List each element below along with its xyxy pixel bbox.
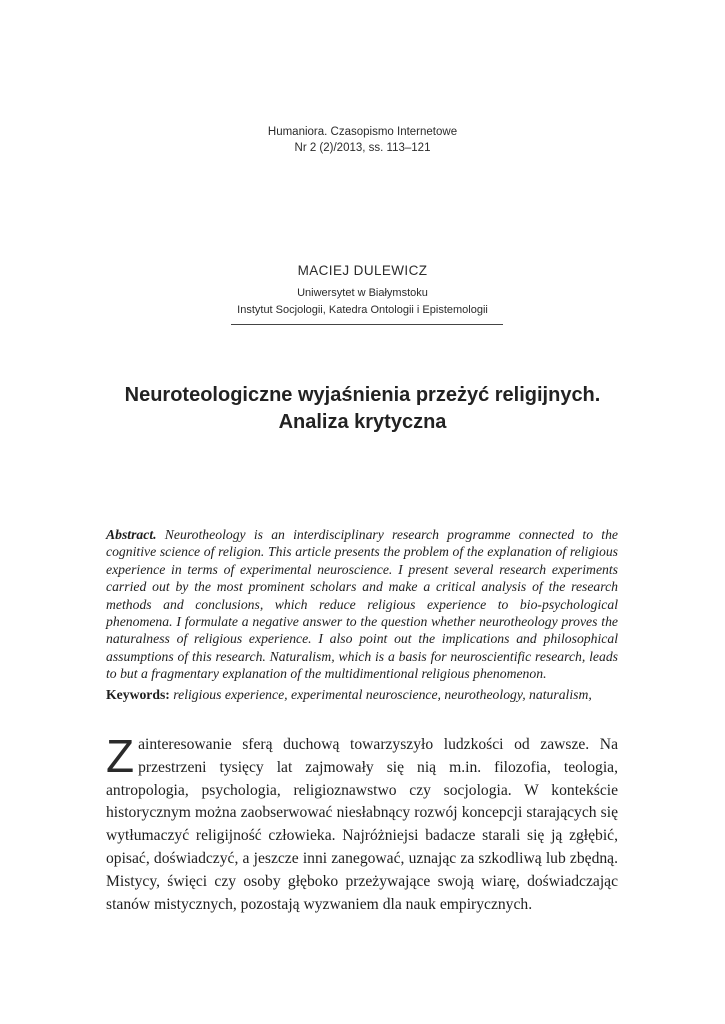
body-text: ainteresowanie sferą duchową towarzyszyło ludzkości od zawsze. Na przestrzeni tysięcy lat zajmowały się nią m.in. filozofia, teologia, antropologia, psychologia, religioznawstwo czy socjologia. W kontekście historycznym można zaobserwować niesłabnący rozwój koncepcji starających się wytłumaczyć religijność człowieka. Najróżniejsi badacze starali się ją zgłębić, opisać, doświadczyć, a jeszcze inni zanegować, uznając za szkodliwą lub zbędną. Mistycy, święci czy osoby głęboko przeżywające swoją wiarę, doświadczając stanów mistycznych, pozostają wyzwaniem dla nauk empirycznych. <box>106 736 618 913</box>
body-paragraph <box>106 730 618 916</box>
author-divider <box>231 324 503 325</box>
abstract-label: Abstract. <box>106 527 157 542</box>
abstract <box>106 526 618 683</box>
keywords-label: Keywords: <box>106 687 170 702</box>
drop-cap: Z <box>106 730 135 782</box>
keywords <box>106 686 636 703</box>
abstract-text: Neurotheology is an interdisciplinary research programme connected to the cognitive science of religion. This article presents the problem of the explanation of religious experience in terms of experimental neuroscience. I present several research experiments carried out by the most prominent scholars and make a critical analysis of the research methods and conclusions, which reduce religious experience to bio-psychological phenomena. I formulate a negative answer to the question whether neurotheology proves the naturalness of religious experience. I also point out the implications and philosophical assumptions of this research. Naturalism, which is a basis for neuroscientific research, leads to but a fragmentary explanation of the multidimentional religious phenomenon. <box>106 527 618 682</box>
author-block <box>0 262 725 319</box>
article-title <box>0 382 725 436</box>
title-line-1: Neuroteologiczne wyjaśnienia przeżyć religijnych. <box>124 384 601 406</box>
author-university: Uniwersytet w Białymstoku <box>297 287 428 299</box>
journal-issue: Nr 2 (2)/2013, ss. 113–121 <box>294 142 431 154</box>
author-name: MACIEJ DULEWICZ <box>297 263 428 278</box>
keywords-list: religious experience, experimental neuroscience, neurotheology, naturalism, <box>169 687 592 702</box>
journal-title: Humaniora. Czasopismo Internetowe <box>267 126 458 138</box>
journal-header <box>0 124 725 156</box>
author-department: Instytut Socjologii, Katedra Ontologii i Epistemologii <box>237 304 488 316</box>
title-line-2: Analiza krytyczna <box>278 411 447 433</box>
